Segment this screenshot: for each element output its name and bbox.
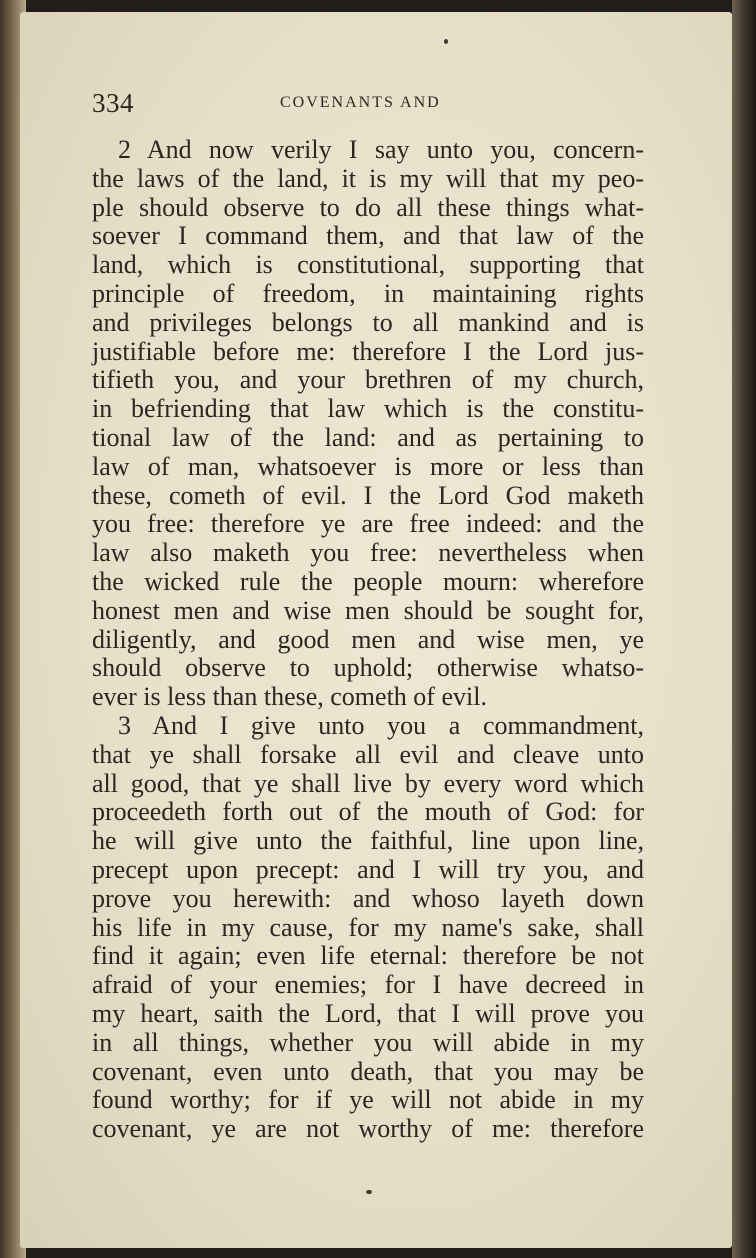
text-line: all good, that ye shall live by every word which	[92, 768, 644, 798]
text-line: 3 And I give unto you a commandment,	[118, 710, 644, 740]
text-line: soever I command them, and that law of the	[92, 221, 644, 251]
text-line: you free: therefore ye are free indeed: and the	[92, 509, 644, 539]
ink-speck	[444, 39, 448, 44]
text-line: land, which is constitutional, supporting that	[92, 250, 644, 280]
running-head: COVENANTS AND	[280, 94, 441, 111]
text-line: diligently, and good men and wise men, ye	[92, 624, 644, 654]
text-line: in all things, whether you will abide in my	[92, 1027, 644, 1057]
right-binding-shadow	[732, 0, 756, 1258]
text-line: find it again; even life eternal: therefore be not	[92, 941, 644, 971]
text-line: ple should observe to do all these things what-	[92, 192, 644, 222]
text-line: these, cometh of evil. I the Lord God maketh	[92, 480, 644, 510]
text-line: law also maketh you free: nevertheless when	[92, 538, 644, 568]
text-line: the wicked rule the people mourn: wherefore	[92, 566, 644, 596]
text-line: his life in my cause, for my name's sake, shall	[92, 912, 644, 942]
text-line: covenant, ye are not worthy of me: therefore	[92, 1114, 644, 1144]
text-line: he will give unto the faithful, line upon line,	[92, 826, 644, 856]
text-line: prove you herewith: and whoso layeth down	[92, 883, 644, 913]
text-line: proceedeth forth out of the mouth of God: for	[92, 797, 644, 827]
text-line: and privileges belongs to all mankind and is	[92, 307, 644, 337]
text-line: covenant, even unto death, that you may be	[92, 1056, 644, 1086]
page-header	[92, 88, 652, 124]
text-line: ever is less than these, cometh of evil.	[92, 682, 487, 712]
text-line: tifieth you, and your brethren of my church,	[92, 365, 644, 395]
text-line: should observe to uphold; otherwise whatso-	[92, 653, 644, 683]
text-line: precept upon precept: and I will try you, and	[92, 854, 644, 884]
text-line: afraid of your enemies; for I have decreed in	[92, 970, 644, 1000]
text-line: found worthy; for if ye will not abide in my	[92, 1085, 644, 1115]
body-text	[92, 136, 644, 1144]
page-number: 334	[92, 88, 134, 118]
text-line: principle of freedom, in maintaining rights	[92, 278, 644, 308]
text-line: justifiable before me: therefore I the Lord jus-	[92, 336, 644, 366]
text-line: that ye shall forsake all evil and cleave unto	[92, 739, 644, 769]
text-line: 2 And now verily I say unto you, concern-	[118, 135, 644, 164]
text-line: law of man, whatsoever is more or less than	[92, 451, 644, 481]
text-line: my heart, saith the Lord, that I will prove you	[92, 998, 644, 1028]
text-line: honest men and wise men should be sought for,	[92, 595, 644, 625]
text-line: tional law of the land: and as pertaining to	[92, 422, 644, 452]
text-line: in befriending that law which is the constitu-	[92, 394, 644, 424]
text-line: the laws of the land, it is my will that my peo-	[92, 163, 644, 193]
ink-speck	[366, 1190, 372, 1194]
